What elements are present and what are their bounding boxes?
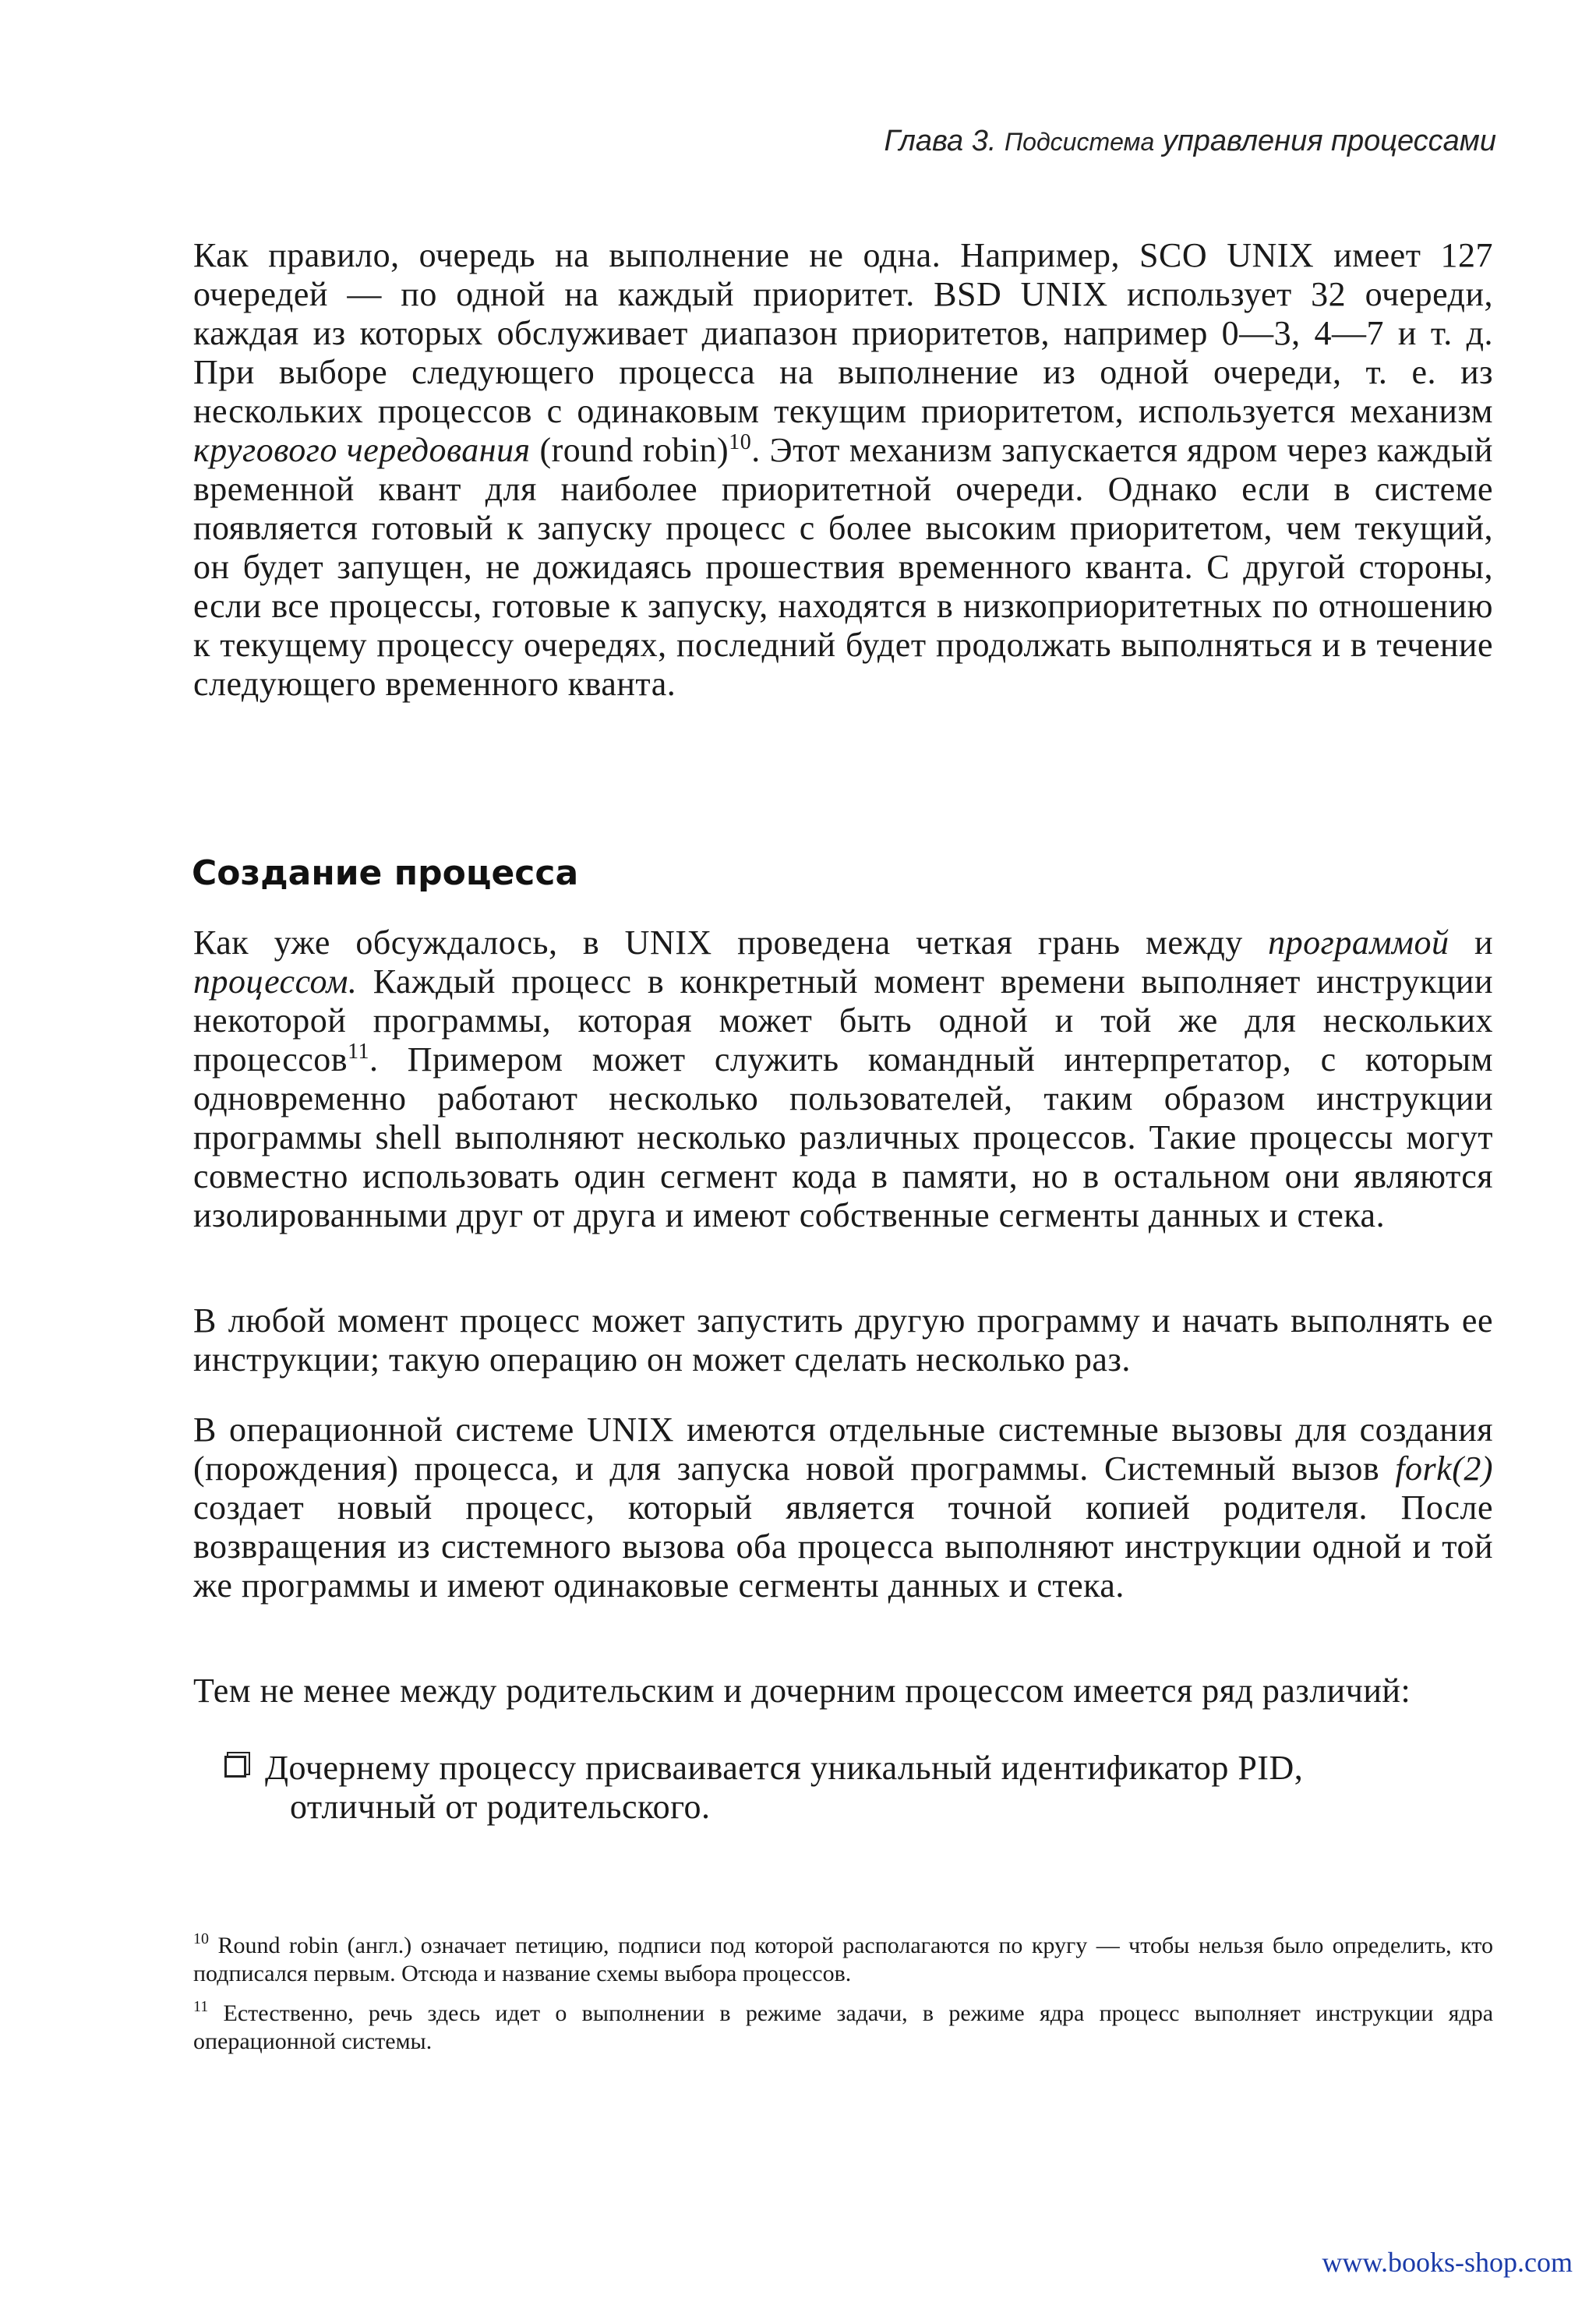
footnote-ref-10[interactable]: 10 bbox=[729, 430, 752, 454]
p1-text-b: (round robin) bbox=[530, 431, 729, 469]
running-header bbox=[884, 125, 1496, 158]
footnote-text: Естественно, речь здесь идет о выполнении в режиме задачи, в режиме ядра процесс выполняет инструкции ядра операционной системы. bbox=[193, 2000, 1494, 2054]
header-rest: управления процессами bbox=[1162, 125, 1496, 157]
p2-italic-process: процессом. bbox=[193, 962, 358, 1001]
p4-italic-fork: fork(2) bbox=[1395, 1449, 1493, 1488]
header-subsystem: Подсистема bbox=[1004, 128, 1155, 156]
paragraph-program-process bbox=[193, 923, 1493, 1235]
paragraph-queues bbox=[193, 236, 1493, 704]
p1-text-a: Как правило, очередь на выполнение не одна. Например, SCO UNIX имеет 127 очередей — по одной на каждый приоритет. BSD UNIX использует 32 очереди, каждая из которых обслуживает диапазон приоритетов, например 0—3, 4—7 и т. д. При выборе следующего процесса на выполнение из одной очереди, т. е. из нескольких процессов с одинаковым текущим приоритетом, используется механизм bbox=[193, 236, 1493, 430]
section-title: Создание процесса bbox=[192, 853, 579, 893]
p1-text-c: . Этот механизм запускается ядром через каждый временной квант для наиболее приоритетной очереди. Однако если в системе появляется готовый к запуску процесс с более высоким приоритетом, чем текущий, он будет запущен, не дожидаясь прошествия временного кванта. С другой стороны, если все процессы, готовые к запуску, находятся в низкоприоритетных по отношению к текущему процессу очередях, последний будет продолжать выполняться и в течение следующего временного кванта. bbox=[193, 431, 1493, 703]
footer-link[interactable]: www.books-shop.com bbox=[1322, 2247, 1573, 2278]
footnote-number: 10 bbox=[193, 1930, 209, 1947]
bullet-line-2: отличный от родительского. bbox=[290, 1788, 711, 1826]
checkbox-bullet-icon bbox=[224, 1756, 246, 1778]
header-chapter: Глава 3. bbox=[884, 125, 997, 157]
bullet-line-1: Дочернему процессу присваивается уникальный идентификатор PID, bbox=[265, 1749, 1304, 1787]
p2-text-a: Как уже обсуждалось, в UNIX проведена четкая грань между bbox=[193, 923, 1269, 962]
footnote-ref-11[interactable]: 11 bbox=[348, 1040, 370, 1064]
p2-italic-program: программой bbox=[1268, 923, 1449, 962]
footnotes bbox=[193, 1925, 1493, 2060]
paragraph-differences: Тем не менее между родительским и дочерним процессом имеется ряд различий: bbox=[193, 1672, 1411, 1710]
p1-italic-term: кругового чередования bbox=[193, 431, 531, 469]
p2-text-d: . Примером может служить командный интерпретатор, с которым одновременно работают несколько пользователей, таким образом инструкции программы shell выполняют несколько различных процессов. Такие процессы могут совместно использовать один сегмент кода в памяти, но в остальном они являются изолированными друг от друга и имеют собственные сегменты данных и стека. bbox=[193, 1040, 1493, 1234]
list-item bbox=[224, 1749, 1493, 1827]
paragraph-fork bbox=[193, 1411, 1493, 1605]
footnote-number: 11 bbox=[193, 1998, 209, 2015]
p2-text-b: и bbox=[1449, 923, 1494, 962]
p4-text-b: создает новый процесс, который является точной копией родителя. После возвращения из системного вызова оба процесса выполняют инструкции одной и той же программы и имеют одинаковые сегменты данных и стека. bbox=[193, 1488, 1493, 1605]
p2-text-c: Каждый процесс в конкретный момент времени выполняет инструкции некоторой программы, которая может быть одной и той же для нескольких процессов bbox=[193, 962, 1493, 1079]
footnote-text: Round robin (англ.) означает петицию, подписи под которой располагаются по кругу — чтобы нельзя было определить, кто подписался первым. Отсюда и название схемы выбора процессов. bbox=[193, 1933, 1493, 1986]
footnote-11 bbox=[193, 1993, 1493, 2056]
paragraph-run-program: В любой момент процесс может запустить другую программу и начать выполнять ее инструкции; такую операцию он может сделать несколько раз. bbox=[193, 1301, 1493, 1379]
p4-text-a: В операционной системе UNIX имеются отдельные системные вызовы для создания (порождения) процесса, и для запуска новой программы. Системный вызов bbox=[193, 1411, 1493, 1488]
footnote-10 bbox=[193, 1925, 1493, 1988]
